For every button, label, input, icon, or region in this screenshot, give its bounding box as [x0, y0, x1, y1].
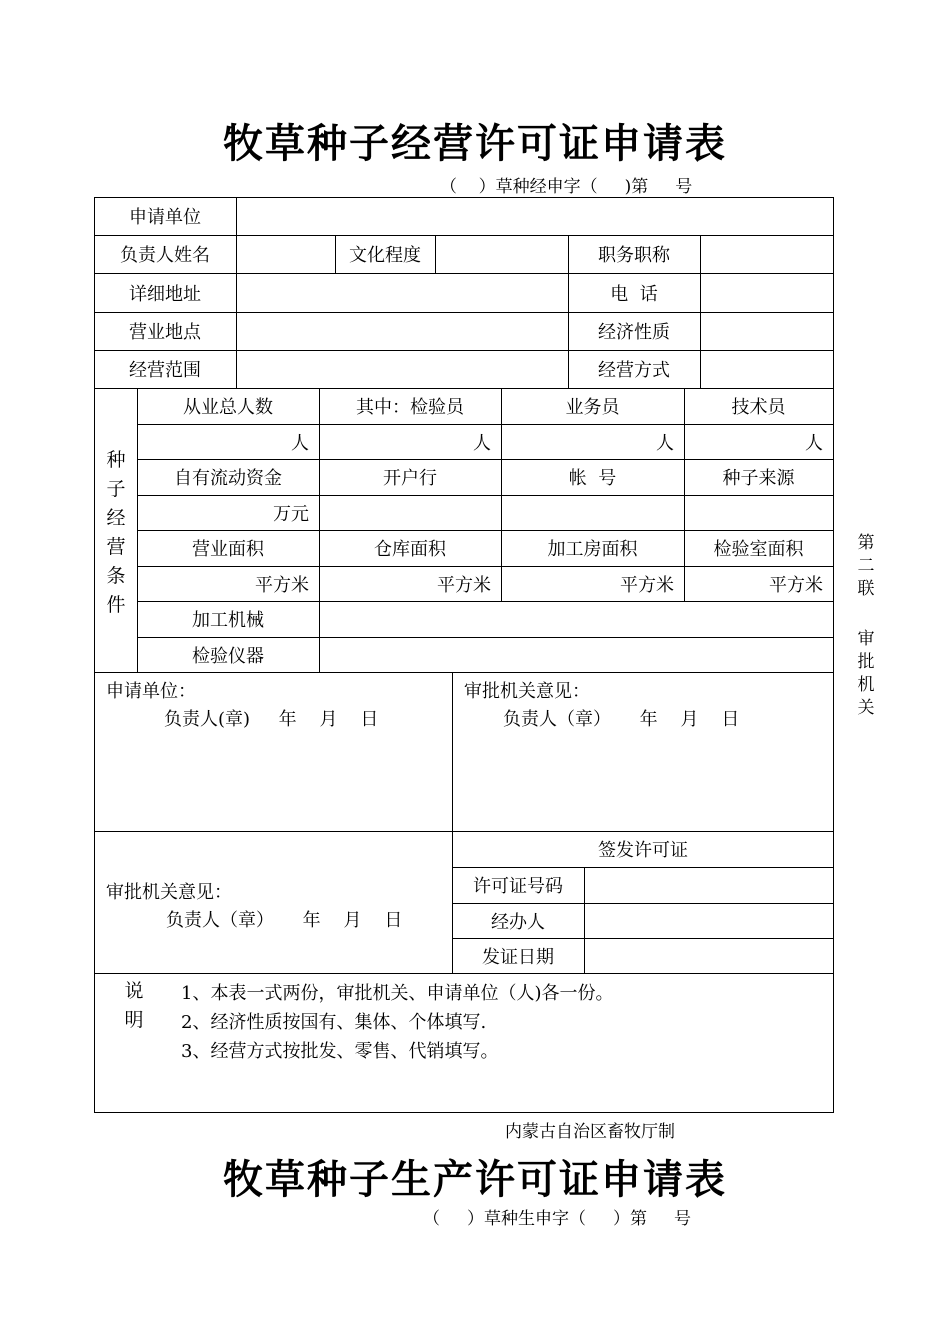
- second-permit-number-line: （ ）草种生申字（ ）第 号: [423, 1209, 692, 1229]
- license-number-field[interactable]: [585, 868, 833, 903]
- instruments-field[interactable]: [320, 638, 833, 672]
- approval2-opinion-label: 审批机关意见：: [106, 882, 232, 903]
- business-site-field[interactable]: [237, 313, 568, 350]
- conditions-section-label: 种子经营条件: [106, 449, 126, 616]
- approval2-signature-line: 负责人（章） 年 月 日: [166, 910, 403, 931]
- handler-label: 经办人: [491, 911, 545, 933]
- applicant-signature-line: 负责人(章) 年 月 日: [164, 709, 379, 730]
- total-staff-header: 从业总人数: [183, 397, 273, 418]
- note-item-3: 3、经营方式按批发、零售、代销填写。: [181, 1041, 499, 1062]
- copy-number-label: 第二联: [857, 533, 875, 599]
- applicant-unit-label: 申请单位: [129, 207, 201, 228]
- economic-nature-label: 经济性质: [598, 322, 670, 343]
- phone-label: 电 话: [610, 283, 658, 305]
- license-number-label: 许可证号码: [473, 876, 563, 897]
- applicant-opinion-label: 申请单位：: [106, 681, 196, 702]
- address-field[interactable]: [237, 274, 568, 312]
- bank-field[interactable]: [320, 496, 501, 530]
- seed-source-header: 种子来源: [722, 468, 795, 489]
- inspector-field[interactable]: 人: [473, 432, 491, 454]
- note-item-2: 2、经济性质按国有、集体、个体填写.: [181, 1012, 487, 1033]
- machinery-label: 加工机械: [192, 610, 264, 631]
- applicant-unit-field[interactable]: [237, 198, 833, 235]
- issue-date-field[interactable]: [585, 939, 833, 973]
- technician-field[interactable]: 人: [805, 432, 823, 454]
- phone-field[interactable]: [701, 274, 833, 312]
- approval-signature-line: 负责人（章） 年 月 日: [503, 709, 740, 730]
- handler-field[interactable]: [585, 904, 833, 938]
- instruments-label: 检验仪器: [192, 645, 264, 667]
- economic-nature-field[interactable]: [701, 313, 833, 350]
- machinery-field[interactable]: [320, 602, 833, 637]
- bank-header: 开户行: [383, 468, 437, 489]
- issuer-footer: 内蒙古自治区畜牧厅制: [505, 1122, 675, 1142]
- business-area-field[interactable]: 平方米: [255, 574, 309, 596]
- business-area-header: 营业面积: [192, 539, 264, 560]
- education-label: 文化程度: [349, 245, 421, 266]
- account-field[interactable]: [502, 496, 684, 530]
- copy-holder-label: 审批机关: [857, 629, 875, 718]
- education-field[interactable]: [436, 236, 568, 273]
- working-capital-header: 自有流动资金: [174, 468, 282, 489]
- position-title-field[interactable]: [701, 236, 833, 273]
- inspector-header: 其中：检验员: [356, 397, 464, 418]
- warehouse-area-field[interactable]: 平方米: [437, 574, 491, 596]
- total-staff-field[interactable]: 人: [291, 432, 309, 454]
- approval-opinion-label: 审批机关意见：: [464, 681, 590, 702]
- permit-number-line: （ ）草种经申字（ )第 号: [440, 177, 693, 197]
- business-mode-label: 经营方式: [598, 360, 670, 381]
- license-header: 签发许可证: [598, 840, 688, 861]
- form-title: 牧草种子经营许可证申请表: [223, 120, 727, 167]
- business-scope-field[interactable]: [237, 351, 568, 388]
- person-name-label: 负责人姓名: [120, 245, 210, 266]
- processing-area-field[interactable]: 平方米: [620, 574, 674, 596]
- seed-source-field[interactable]: [685, 496, 833, 530]
- salesperson-field[interactable]: 人: [656, 432, 674, 454]
- address-label: 详细地址: [129, 283, 201, 305]
- technician-header: 技术员: [731, 397, 786, 418]
- warehouse-area-header: 仓库面积: [374, 539, 446, 560]
- lab-area-field[interactable]: 平方米: [769, 574, 823, 596]
- business-scope-label: 经营范围: [129, 360, 201, 381]
- processing-area-header: 加工房面积: [547, 539, 638, 560]
- notes-label: 说明: [124, 980, 144, 1031]
- account-header: 帐 号: [568, 468, 617, 489]
- salesperson-header: 业务员: [565, 397, 620, 418]
- working-capital-field[interactable]: 万元: [273, 503, 309, 525]
- position-title-label: 职务职称: [598, 245, 670, 266]
- business-site-label: 营业地点: [129, 322, 201, 343]
- lab-area-header: 检验室面积: [713, 539, 804, 560]
- note-item-1: 1、本表一式两份，审批机关、申请单位（人)各一份。: [181, 983, 614, 1004]
- person-name-field[interactable]: [237, 236, 335, 273]
- issue-date-label: 发证日期: [482, 947, 554, 968]
- business-mode-field[interactable]: [701, 351, 833, 388]
- second-form-title: 牧草种子生产许可证申请表: [223, 1156, 727, 1203]
